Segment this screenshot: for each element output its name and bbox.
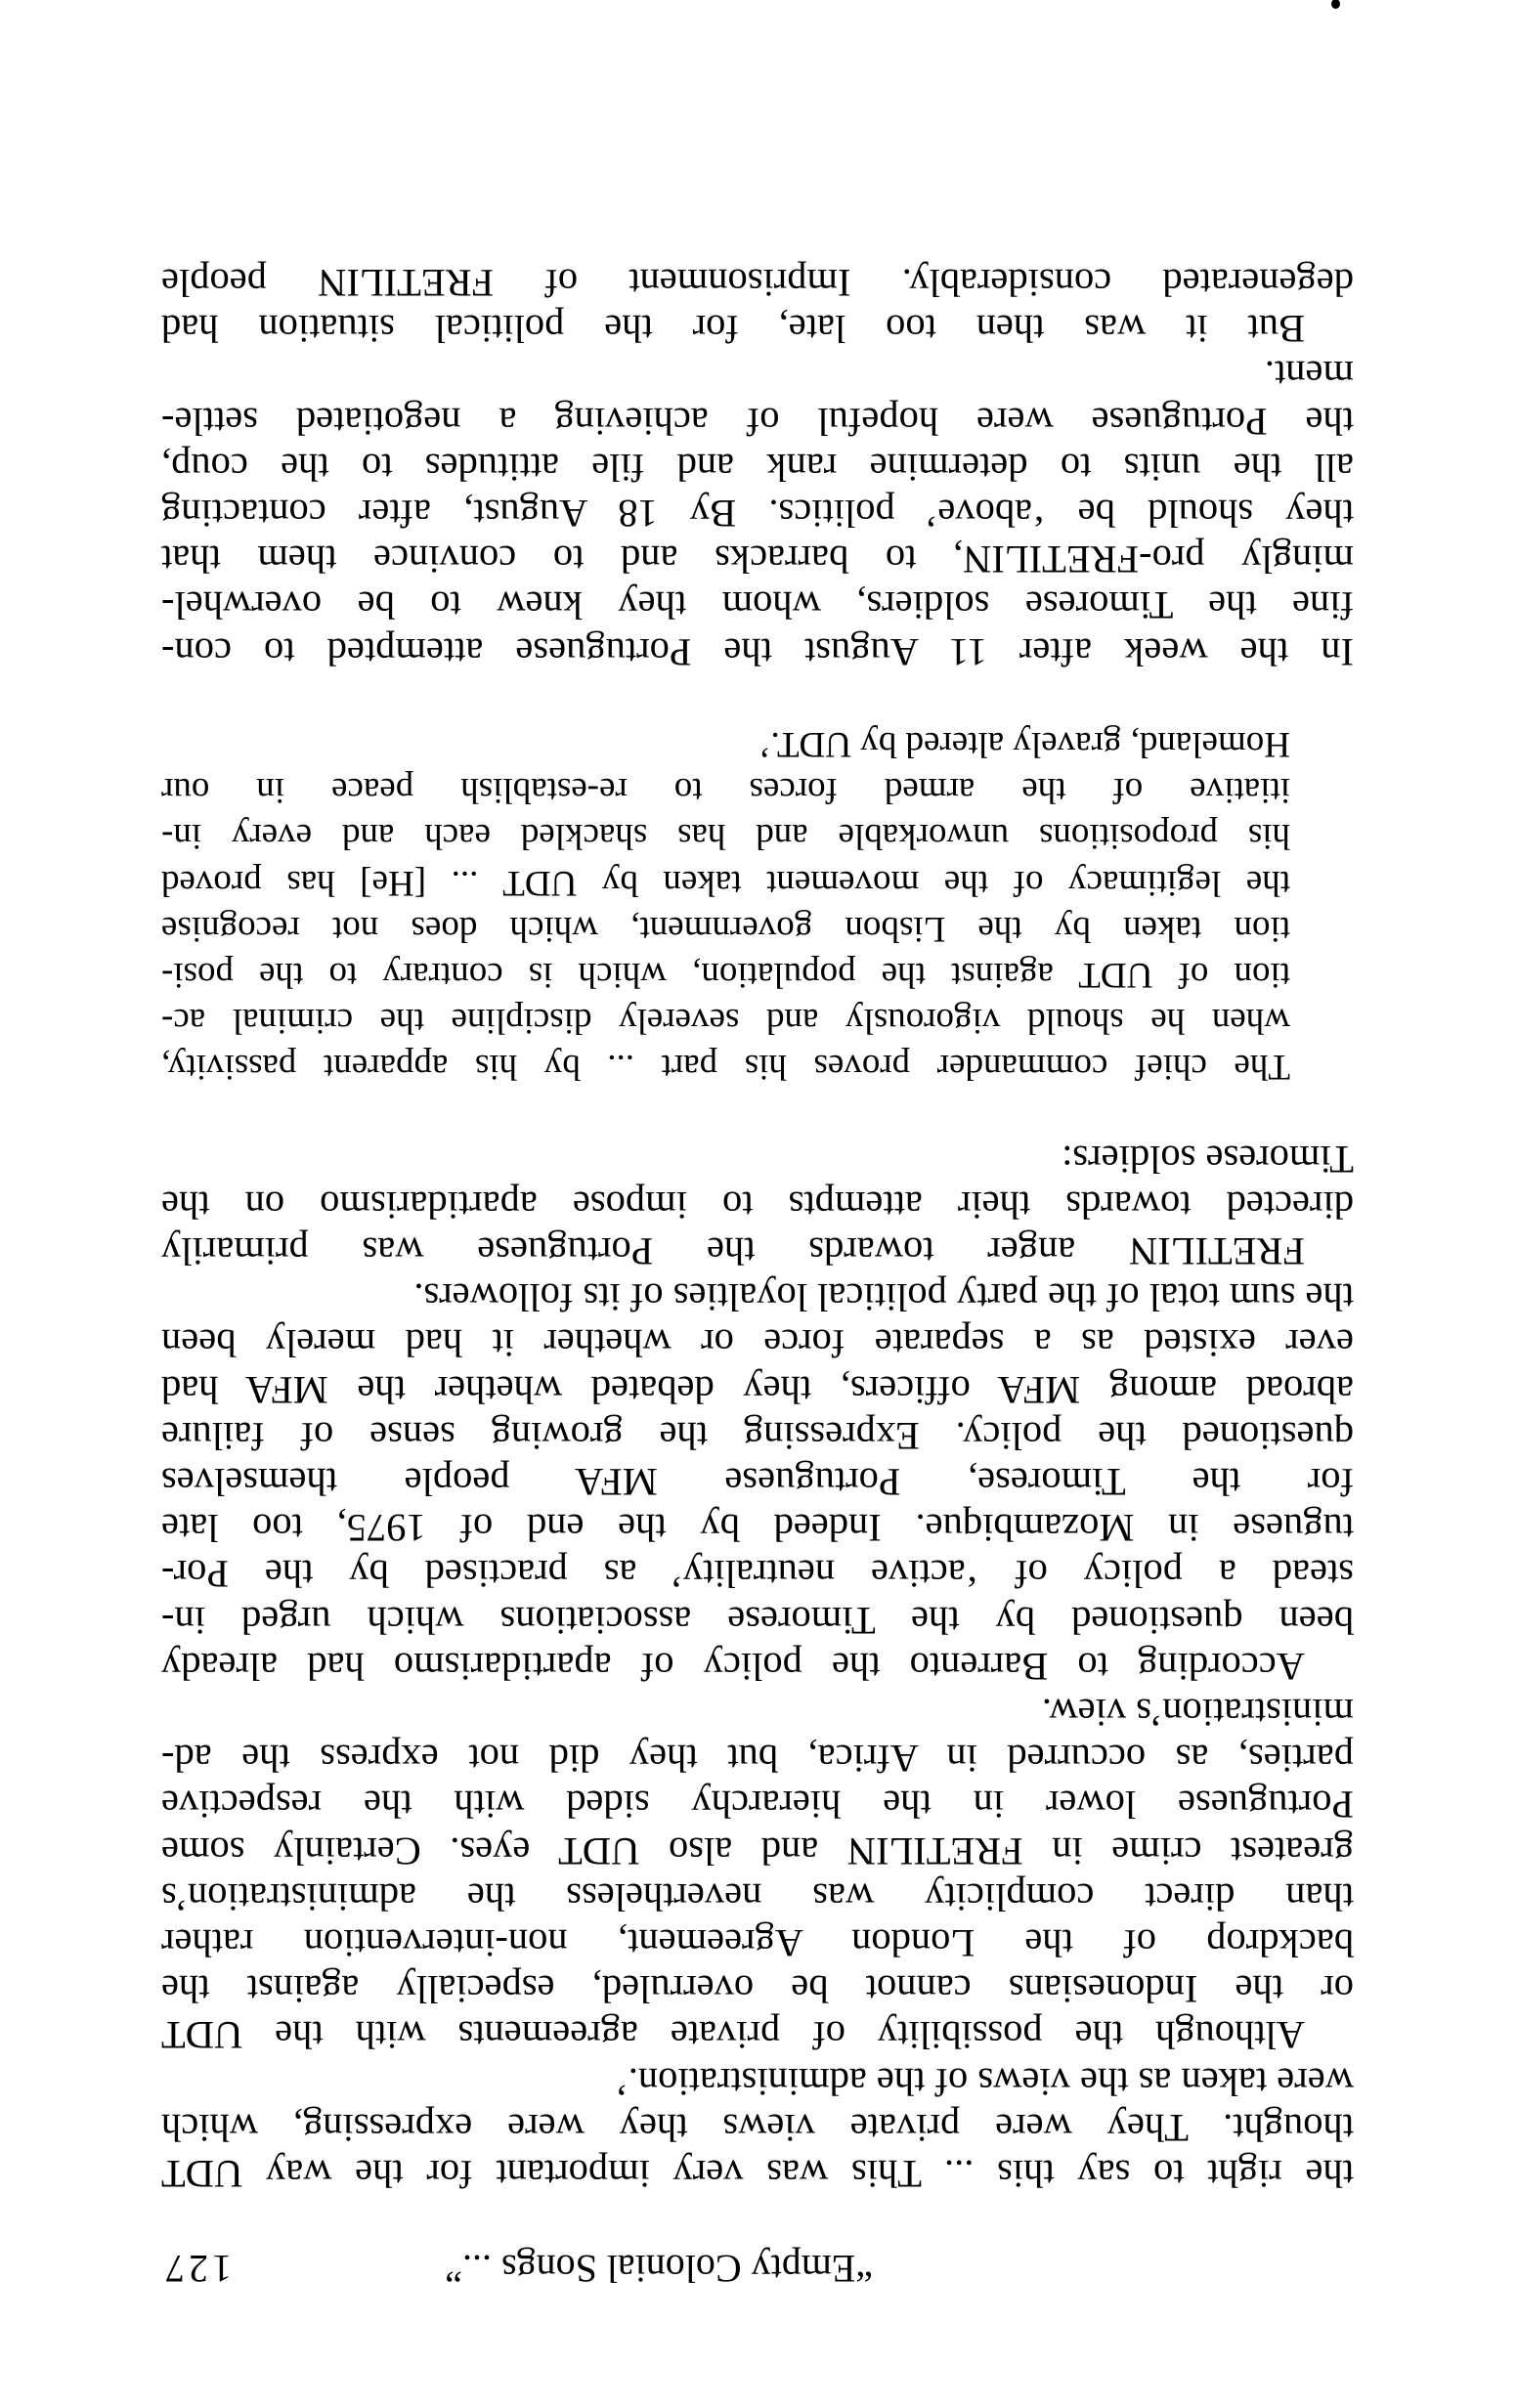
quote-line: Homeland, gravely altered by UDT.’ — [758, 723, 1290, 764]
text-line: directed towards their attempts to impose apartidarismo on the — [161, 1182, 1354, 1227]
text-line: parties, as occurred in Africa, but they did not express the ad- — [161, 1737, 1354, 1782]
quote-line: when he should vigorously and severely discipline the criminal ac- — [161, 1001, 1290, 1042]
text-line: they should be ‘above’ politics. By 18 August, after contacting — [161, 492, 1354, 537]
page-number: 127 — [161, 2247, 232, 2291]
text-line: In the week after 11 August the Portuguese attempted to con- — [161, 629, 1354, 674]
quote-line: The chief commander proves his part ... by his apparent passivity, — [161, 1047, 1290, 1088]
text-line: the sum total of the party political loyalties of its followers. — [413, 1275, 1354, 1320]
quote-line: tion taken by the Lisbon government, which does not recognise — [161, 908, 1290, 949]
text-line: than direct complicity was nevertheless the administration’s — [161, 1874, 1354, 1919]
text-line: tuguese in Mozambique. Indeed by the end of 1975, too late — [161, 1506, 1354, 1551]
text-line: degenerated considerably. Imprisonment of FRETILIN people — [161, 261, 1354, 306]
running-head-title: “Empty Colonial Songs ...” — [445, 2247, 873, 2291]
body-text — [161, 260, 1354, 2197]
text-line: fine the Timorese soldiers, whom they knew to be overwhel- — [161, 583, 1354, 628]
quote-line: tion of UDT against the population, which is contrary to the posi- — [161, 954, 1290, 995]
text-line: ment. — [1264, 353, 1354, 398]
running-head — [161, 2244, 1354, 2293]
text-line: or the Indonesians cannot be overruled, especially against the — [161, 1967, 1354, 2012]
text-line: ever existed as a separate force or whether it had merely been — [161, 1321, 1354, 1366]
text-line: According to Barrento the policy of apartidarismo had already — [161, 1644, 1305, 1689]
quote-line: the legitimacy of the movement taken by UDT ... [He] has proved — [161, 862, 1290, 903]
text-line: questioned the policy. Expressing the growing sense of failure — [161, 1413, 1354, 1458]
text-line: mingly pro-FRETILIN, to barracks and to convince them that — [161, 538, 1354, 582]
text-line: were taken as the views of the administration.’ — [615, 2059, 1354, 2104]
text-line: thought. They were private views they were expressing, which — [161, 2105, 1354, 2150]
text-line: ministration’s view. — [1041, 1690, 1354, 1735]
text-line: But it was then too late, for the political situation had — [161, 307, 1305, 352]
text-line: backdrop of the London Agreement, non-intervention rather — [161, 1920, 1354, 1965]
text-line: Although the possibility of private agreements with the UDT — [161, 2013, 1305, 2058]
text-line: all the units to determine rank and file attitudes to the coup, — [161, 445, 1354, 490]
text-line: stead a policy of ‘active neutrality’ as practised by the Por- — [161, 1552, 1354, 1597]
ink-speck — [1331, 0, 1340, 9]
text-line: the right to say this ... This was very important for the way UDT — [161, 2152, 1354, 2196]
text-line: the Portuguese were hopeful of achieving a negotiated settle- — [161, 399, 1354, 444]
text-line: Portuguese lower in the hierarchy sided with the respective — [161, 1783, 1354, 1828]
text-line: abroad among MFA officers, they debated whether the MFA had — [161, 1367, 1354, 1412]
text-line: greatest crime in FRETILIN and also UDT eyes. Certainly some — [161, 1828, 1354, 1873]
text-line: FRETILIN anger towards the Portuguese was primarily — [161, 1228, 1305, 1273]
text-line: for the Timorese, Portuguese MFA people themselves — [161, 1459, 1354, 1504]
block-quote — [161, 721, 1354, 1091]
text-line: Timorese soldiers: — [1062, 1137, 1354, 1182]
text-line: been questioned by the Timorese associations which urged in- — [161, 1598, 1354, 1643]
quote-line: his propositions unworkable and has shackled each and every in- — [161, 816, 1290, 857]
quote-line: itiative of the armed forces to re-establish peace in our — [161, 770, 1290, 811]
